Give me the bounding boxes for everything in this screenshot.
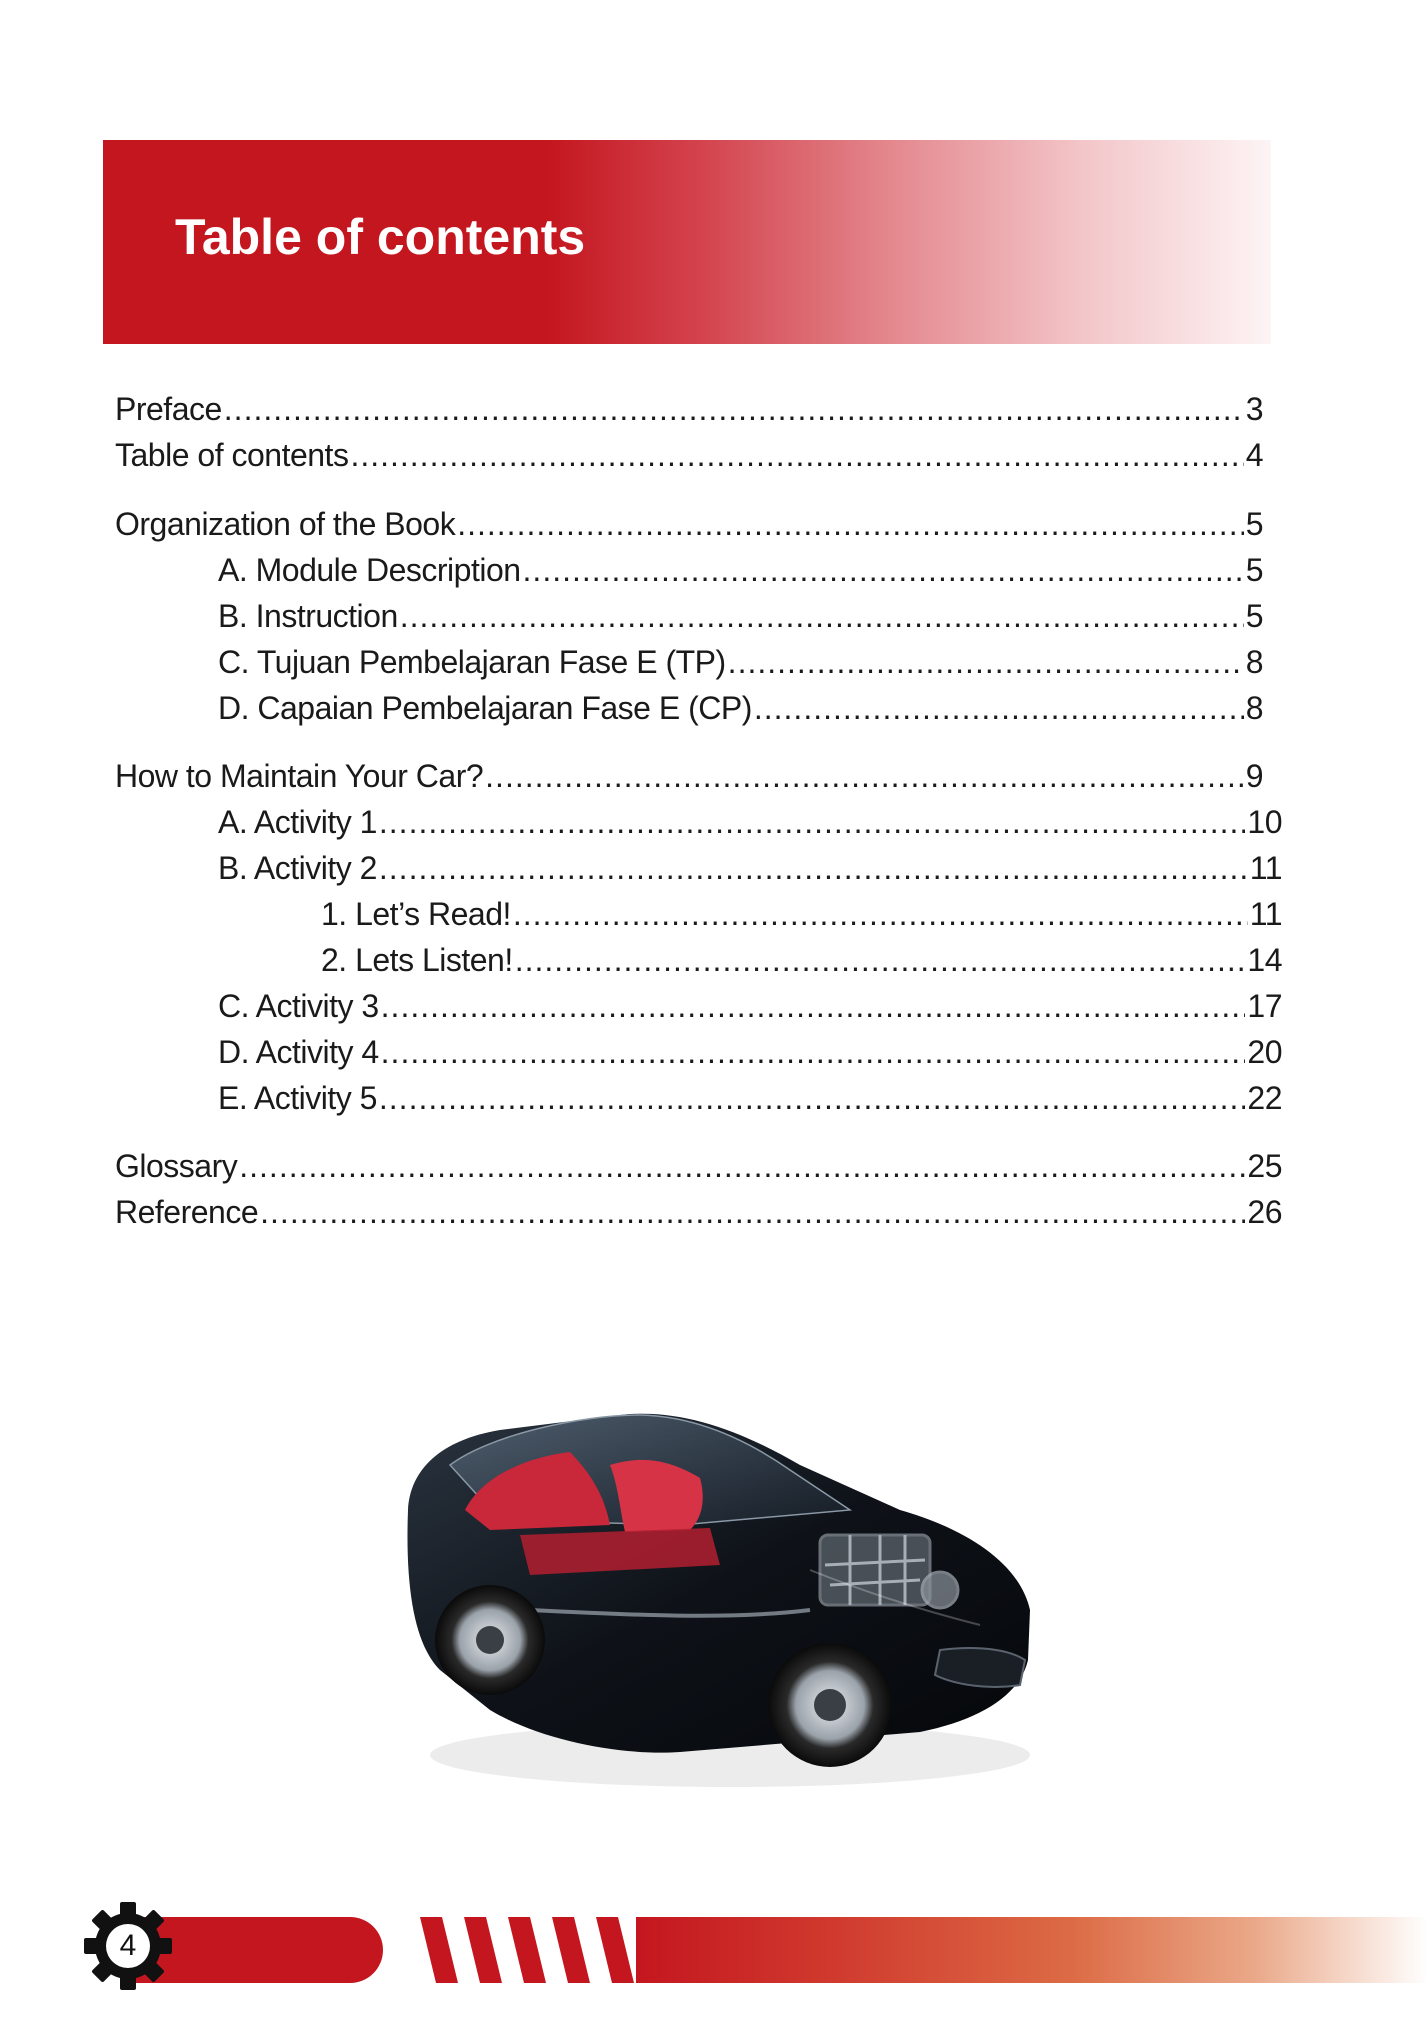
toc-entry-lets-listen[interactable] xyxy=(321,941,1282,979)
dot-leader xyxy=(379,849,1248,887)
footer-bar-right xyxy=(636,1917,1428,1983)
toc-entry-activity-3[interactable] xyxy=(218,987,1282,1025)
dot-leader xyxy=(728,643,1244,681)
toc-entry-label: B. Activity 2 xyxy=(218,850,377,886)
toc-entry-label: E. Activity 5 xyxy=(218,1080,377,1116)
dot-leader xyxy=(379,1079,1246,1117)
toc-entry-reference[interactable] xyxy=(115,1193,1282,1231)
toc-entry-activity-2[interactable] xyxy=(218,849,1282,887)
toc-entry-label: How to Maintain Your Car? xyxy=(115,758,484,794)
dot-leader xyxy=(400,597,1244,635)
toc-entry-label: 2. Lets Listen! xyxy=(321,942,513,978)
toc-entry-label: C. Tujuan Pembelajaran Fase E (TP) xyxy=(218,644,726,680)
dot-leader xyxy=(485,757,1244,795)
page-title: Table of contents xyxy=(175,209,586,265)
toc-entry-label: 1. Let’s Read! xyxy=(321,896,511,932)
toc-page-number: 5 xyxy=(1245,506,1263,542)
toc-entry-label: D. Activity 4 xyxy=(218,1034,379,1070)
toc-page-number: 14 xyxy=(1247,942,1282,978)
toc-page-number: 3 xyxy=(1245,391,1263,427)
front-grille xyxy=(935,1648,1025,1687)
dot-leader xyxy=(239,1147,1245,1185)
footer-stripes xyxy=(420,1917,650,1983)
toc-entry-activity-4[interactable] xyxy=(218,1033,1282,1071)
car-cutaway-illustration xyxy=(380,1360,1060,1800)
toc-entry-label: A. Module Description xyxy=(218,552,521,588)
table-of-contents xyxy=(115,0,1283,1300)
toc-page-number: 10 xyxy=(1247,804,1282,840)
toc-entry-label: Glossary xyxy=(115,1148,238,1184)
toc-page-number: 22 xyxy=(1247,1080,1282,1116)
dot-leader xyxy=(224,390,1244,428)
toc-entry-label: Table of contents xyxy=(115,437,349,473)
toc-page-number: 9 xyxy=(1245,758,1263,794)
toc-page-number: 20 xyxy=(1247,1034,1282,1070)
toc-entry-activity-1[interactable] xyxy=(218,803,1282,841)
toc-entry-lets-read[interactable] xyxy=(321,895,1282,933)
toc-entry-instruction[interactable] xyxy=(218,597,1263,635)
toc-page-number: 4 xyxy=(1245,437,1263,473)
dot-leader xyxy=(754,689,1244,727)
dot-leader xyxy=(381,1033,1246,1071)
toc-entry-label: A. Activity 1 xyxy=(218,804,377,840)
toc-page-number: 5 xyxy=(1245,552,1263,588)
toc-entry-table-of-contents[interactable] xyxy=(115,436,1263,474)
toc-entry-maintain-car[interactable] xyxy=(115,757,1263,795)
dot-leader xyxy=(457,505,1243,543)
toc-entry-label: Organization of the Book xyxy=(115,506,456,542)
toc-entry-tujuan[interactable] xyxy=(218,643,1263,681)
dot-leader xyxy=(350,436,1243,474)
toc-page-number: 8 xyxy=(1245,644,1263,680)
front-hub xyxy=(814,1689,846,1721)
toc-page-number: 8 xyxy=(1245,690,1263,726)
toc-entry-activity-5[interactable] xyxy=(218,1079,1282,1117)
toc-page-number: 11 xyxy=(1249,896,1282,932)
toc-entry-organization[interactable] xyxy=(115,505,1263,543)
toc-page-number: 11 xyxy=(1249,850,1282,886)
toc-page-number: 17 xyxy=(1247,988,1282,1024)
toc-entry-label: B. Instruction xyxy=(218,598,398,634)
toc-page-number: 25 xyxy=(1247,1148,1282,1184)
dot-leader xyxy=(381,987,1246,1025)
dot-leader xyxy=(379,803,1246,841)
dot-leader xyxy=(260,1193,1245,1231)
dot-leader xyxy=(513,895,1248,933)
page-number: 4 xyxy=(119,1929,137,1962)
toc-page-number: 5 xyxy=(1245,598,1263,634)
toc-entry-label: Reference xyxy=(115,1194,259,1230)
dot-leader xyxy=(523,551,1244,589)
toc-entry-glossary[interactable] xyxy=(115,1147,1282,1185)
toc-entry-label: Preface xyxy=(115,391,222,427)
toc-entry-module-description[interactable] xyxy=(218,551,1263,589)
toc-entry-capaian[interactable] xyxy=(218,689,1263,727)
toc-entry-label: D. Capaian Pembelajaran Fase E (CP) xyxy=(218,690,752,726)
dot-leader xyxy=(515,941,1246,979)
toc-page-number: 26 xyxy=(1247,1194,1282,1230)
toc-entry-preface[interactable] xyxy=(115,390,1263,428)
rear-hub xyxy=(476,1626,504,1654)
toc-entry-label: C. Activity 3 xyxy=(218,988,379,1024)
